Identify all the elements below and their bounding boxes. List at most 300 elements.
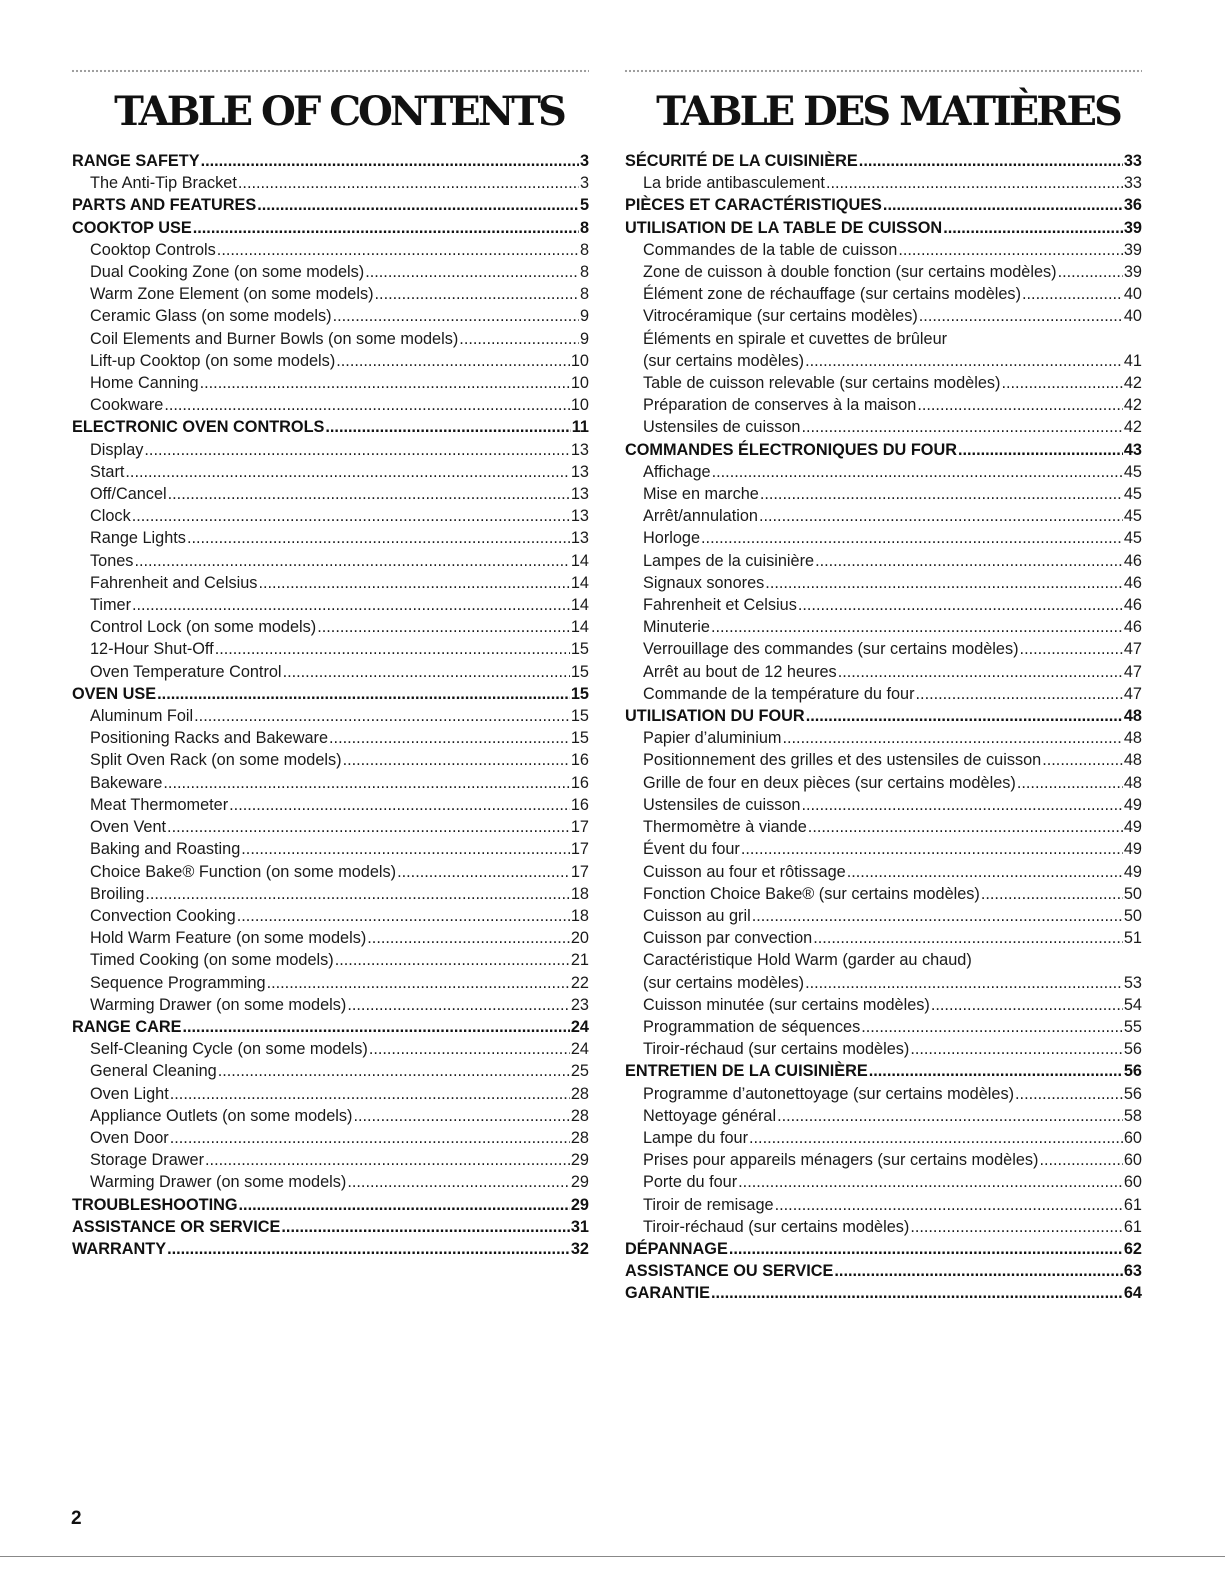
toc-heading-french: TABLE DES MATIÈRES [656, 88, 1120, 135]
toc-entry-page-number: 28 [570, 1106, 589, 1125]
toc-entry-title: Cooktop Controls [90, 240, 216, 259]
toc-entry-page-number: 3 [579, 174, 589, 193]
dot-leader [943, 217, 1123, 239]
toc-subsection-entry [624, 372, 1142, 394]
toc-subsection-entry [624, 816, 1142, 838]
toc-entry-page-number: 49 [1123, 818, 1142, 837]
toc-section-entry [71, 150, 589, 172]
toc-entry-page-number: 48 [1123, 729, 1142, 748]
toc-entry-title: ENTRETIEN DE LA CUISINIÈRE [625, 1062, 868, 1081]
dot-leader [910, 1038, 1123, 1060]
dot-leader [217, 239, 579, 261]
dot-leader [1015, 1083, 1123, 1105]
dot-leader [182, 1016, 569, 1038]
bottom-divider [0, 1556, 1225, 1557]
toc-entry-title: Fahrenheit et Celsius [643, 596, 797, 615]
toc-entry-page-number: 28 [570, 1084, 589, 1103]
dot-leader [931, 994, 1123, 1016]
toc-entry-page-number: 13 [570, 507, 589, 526]
dot-leader [347, 1171, 570, 1193]
toc-entry-title: Grille de four en deux pièces (sur certains modèles) [643, 773, 1016, 792]
toc-entry-title: Tiroir de remisage [643, 1195, 774, 1214]
toc-section-entry [624, 705, 1142, 727]
toc-entry-page-number: 61 [1123, 1195, 1142, 1214]
toc-subsection-entry [624, 1083, 1142, 1105]
toc-subsection-entry [624, 1127, 1142, 1149]
toc-subsection-entry [71, 328, 589, 350]
toc-section-entry [624, 194, 1142, 216]
toc-section-entry [71, 194, 589, 216]
dot-leader [187, 527, 570, 549]
toc-entry-title: Clock [90, 507, 131, 526]
toc-entry-page-number: 55 [1123, 1017, 1142, 1036]
dot-leader [343, 749, 570, 771]
toc-entry-page-number: 17 [570, 840, 589, 859]
toc-entry-page-number: 24 [570, 1017, 589, 1036]
toc-subsection-entry [71, 661, 589, 683]
dot-leader [919, 305, 1123, 327]
toc-entry-title: Tiroir-réchaud (sur certains modèles) [643, 1040, 910, 1059]
toc-section-entry [71, 1216, 589, 1238]
toc-subsection-entry [624, 861, 1142, 883]
dot-leader [134, 550, 569, 572]
toc-entry-page-number: 39 [1123, 218, 1142, 237]
toc-entry-page-number: 5 [579, 196, 589, 215]
dot-leader [336, 350, 570, 372]
toc-subsection-entry [71, 527, 589, 549]
toc-entry-page-number: 60 [1123, 1173, 1142, 1192]
toc-entry-title: Signaux sonores [643, 573, 765, 592]
toc-entry-title: Ceramic Glass (on some models) [90, 307, 332, 326]
toc-entry-page-number: 53 [1123, 973, 1142, 992]
dot-leader [201, 150, 579, 172]
toc-subsection-entry [624, 1105, 1142, 1127]
toc-entry-title: Mise en marche [643, 485, 759, 504]
toc-entry-title: Arrêt/annulation [643, 507, 758, 526]
toc-entry-title: Oven Temperature Control [90, 662, 282, 681]
toc-subsection-entry [624, 305, 1142, 327]
toc-entry-title: Positionnement des grilles et des ustensiles de cuisson [643, 751, 1042, 770]
dot-leader [194, 705, 570, 727]
toc-entry-title: Nettoyage général [643, 1106, 777, 1125]
toc-entry-title: Caractéristique Hold Warm (garder au chaud) [643, 951, 972, 970]
toc-subsection-entry [624, 972, 1142, 994]
toc-entry-page-number: 47 [1123, 684, 1142, 703]
toc-entry-page-number: 16 [570, 751, 589, 770]
dot-leader [239, 1194, 570, 1216]
dot-leader [347, 994, 570, 1016]
toc-entry-page-number: 8 [579, 285, 589, 304]
toc-subsection-entry [624, 638, 1142, 660]
toc-entry-title: Thermomètre à viande [643, 818, 807, 837]
dot-leader [365, 261, 579, 283]
toc-entry-title: Coil Elements and Burner Bowls (on some models) [90, 329, 459, 348]
toc-subsection-entry [71, 749, 589, 771]
dot-leader [1058, 261, 1123, 283]
toc-subsection-entry [624, 483, 1142, 505]
toc-subsection-entry [624, 1194, 1142, 1216]
dot-leader [257, 194, 579, 216]
toc-entry-page-number: 46 [1123, 573, 1142, 592]
dot-leader [1017, 772, 1123, 794]
dot-leader [283, 661, 570, 683]
toc-entry-page-number: 28 [570, 1128, 589, 1147]
toc-subsection-entry [624, 172, 1142, 194]
dot-leader [167, 816, 570, 838]
toc-entry-page-number: 9 [579, 329, 589, 348]
toc-subsection-entry [624, 572, 1142, 594]
toc-subsection-entry [624, 927, 1142, 949]
toc-entry-title: Minuterie [643, 618, 710, 637]
toc-entry-page-number: 13 [570, 485, 589, 504]
toc-entry-title: Cuisson au four et rôtissage [643, 862, 846, 881]
toc-entry-title: Timed Cooking (on some models) [90, 951, 334, 970]
toc-subsection-entry [624, 661, 1142, 683]
toc-subsection-entry [624, 727, 1142, 749]
toc-entry-title: UTILISATION DU FOUR [625, 707, 805, 726]
toc-entry-title: Meat Thermometer [90, 795, 229, 814]
dot-leader [459, 328, 579, 350]
dot-leader [741, 838, 1123, 860]
dot-leader [805, 972, 1123, 994]
toc-subsection-entry [624, 394, 1142, 416]
toc-subsection-entry [71, 1149, 589, 1171]
dot-leader [369, 1038, 570, 1060]
toc-entry-page-number: 14 [570, 573, 589, 592]
toc-entry-title: Horloge [643, 529, 701, 548]
toc-list-french [624, 150, 1142, 1305]
toc-subsection-entry [624, 683, 1142, 705]
toc-entry-page-number: 11 [571, 418, 589, 437]
toc-section-entry [624, 439, 1142, 461]
toc-entry-page-number: 48 [1123, 751, 1142, 770]
toc-subsection-entry [71, 1105, 589, 1127]
toc-entry-page-number: 45 [1123, 485, 1142, 504]
toc-entry-title: Range Lights [90, 529, 186, 548]
toc-entry-title: Tones [90, 551, 134, 570]
dot-leader [353, 1105, 569, 1127]
toc-entry-page-number: 13 [570, 529, 589, 548]
toc-entry-title: COOKTOP USE [72, 218, 192, 237]
toc-entry-title: Split Oven Rack (on some models) [90, 751, 342, 770]
toc-entry-page-number: 29 [570, 1173, 589, 1192]
toc-subsection-entry [624, 283, 1142, 305]
toc-entry-page-number: 29 [570, 1151, 589, 1170]
toc-subsection-entry [624, 594, 1142, 616]
toc-section-entry [71, 683, 589, 705]
toc-entry-title: PIÈCES ET CARACTÉRISTIQUES [625, 196, 882, 215]
toc-entry-title: Warming Drawer (on some models) [90, 1173, 347, 1192]
dot-leader [859, 150, 1123, 172]
toc-subsection-entry [71, 727, 589, 749]
toc-entry-title: Baking and Roasting [90, 840, 241, 859]
dot-leader [238, 172, 579, 194]
dot-leader [145, 883, 570, 905]
toc-entry-page-number: 22 [570, 973, 589, 992]
toc-subsection-entry [71, 972, 589, 994]
toc-entry-title: ASSISTANCE OU SERVICE [625, 1262, 834, 1281]
dot-leader [958, 439, 1123, 461]
dot-leader [826, 172, 1123, 194]
toc-entry-title: Vitrocéramique (sur certains modèles) [643, 307, 918, 326]
toc-entry-page-number: 40 [1123, 285, 1142, 304]
dot-leader [218, 1060, 570, 1082]
dot-leader [775, 1194, 1123, 1216]
toc-entry-title: (sur certains modèles) [643, 973, 805, 992]
toc-entry-page-number: 17 [570, 862, 589, 881]
toc-subsection-entry [624, 905, 1142, 927]
toc-entry-title: Évent du four [643, 840, 740, 859]
dot-leader [910, 1216, 1123, 1238]
toc-entry-title: Papier d’aluminium [643, 729, 782, 748]
dot-leader [281, 1216, 569, 1238]
toc-entry-page-number: 49 [1123, 840, 1142, 859]
toc-entry-page-number: 56 [1123, 1084, 1142, 1103]
toc-subsection-entry [71, 794, 589, 816]
toc-subsection-entry [624, 838, 1142, 860]
toc-subsection-entry [71, 705, 589, 727]
toc-entry-title: Éléments en spirale et cuvettes de brûleur [643, 329, 948, 348]
toc-entry-page-number: 8 [579, 240, 589, 259]
toc-subsection-entry [71, 572, 589, 594]
toc-entry-title: Oven Light [90, 1084, 169, 1103]
toc-entry-page-number: 46 [1123, 618, 1142, 637]
toc-entry-title: Oven Door [90, 1128, 169, 1147]
toc-subsection-entry [71, 1127, 589, 1149]
toc-subsection-entry [71, 1171, 589, 1193]
toc-subsection-entry [71, 616, 589, 638]
toc-section-entry [71, 1016, 589, 1038]
toc-entry-page-number: 15 [570, 684, 589, 703]
toc-entry-page-number: 64 [1123, 1284, 1142, 1303]
dot-leader [170, 1083, 570, 1105]
toc-entry-page-number: 29 [570, 1195, 589, 1214]
dot-leader [1022, 283, 1123, 305]
toc-section-entry [624, 150, 1142, 172]
toc-list-english [71, 150, 589, 1260]
toc-entry-page-number: 56 [1123, 1040, 1142, 1059]
toc-entry-page-number: 61 [1123, 1217, 1142, 1236]
dot-leader [200, 372, 570, 394]
dot-leader [167, 1238, 570, 1260]
toc-entry-title: Fonction Choice Bake® (sur certains modèles) [643, 884, 980, 903]
toc-subsection-entry [71, 394, 589, 416]
toc-entry-page-number: 21 [570, 951, 589, 970]
toc-entry-page-number: 18 [570, 884, 589, 903]
toc-entry-title: COMMANDES ÉLECTRONIQUES DU FOUR [625, 440, 957, 459]
toc-entry-page-number: 60 [1123, 1151, 1142, 1170]
dot-leader [215, 638, 570, 660]
toc-entry-page-number: 14 [570, 596, 589, 615]
toc-entry-page-number: 9 [579, 307, 589, 326]
dot-leader [760, 483, 1123, 505]
page-number: 2 [71, 1508, 82, 1529]
dot-leader [782, 727, 1122, 749]
toc-entry-page-number: 13 [570, 440, 589, 459]
toc-entry-page-number: 62 [1123, 1239, 1142, 1258]
toc-entry-title: Hold Warm Feature (on some models) [90, 929, 367, 948]
dot-leader [1001, 372, 1122, 394]
toc-french-column [624, 68, 1142, 1305]
toc-subsection-entry [624, 550, 1142, 572]
toc-entry-page-number: 24 [570, 1040, 589, 1059]
toc-entry-title: Bakeware [90, 773, 163, 792]
toc-entry-title: UTILISATION DE LA TABLE DE CUISSON [625, 218, 943, 237]
toc-entry-page-number: 25 [570, 1062, 589, 1081]
dot-leader [749, 1127, 1123, 1149]
toc-entry-title: Programmation de séquences [643, 1017, 861, 1036]
toc-entry-title: 12-Hour Shut-Off [90, 640, 214, 659]
toc-entry-page-number: 48 [1123, 773, 1142, 792]
dot-leader [317, 616, 570, 638]
toc-entry-page-number: 13 [570, 462, 589, 481]
dot-leader [981, 883, 1123, 905]
toc-entry-page-number: 51 [1123, 929, 1142, 948]
toc-subsection-entry [624, 749, 1142, 771]
toc-entry-page-number: 15 [570, 640, 589, 659]
toc-entry-page-number: 3 [579, 152, 589, 170]
toc-subsection-entry [71, 1038, 589, 1060]
dot-leader [847, 861, 1123, 883]
toc-entry-title: Ustensiles de cuisson [643, 795, 801, 814]
dot-leader [798, 594, 1123, 616]
toc-subsection-entry [71, 594, 589, 616]
toc-section-entry [71, 217, 589, 239]
toc-entry-page-number: 36 [1123, 196, 1142, 215]
toc-entry-page-number: 10 [570, 351, 589, 370]
toc-entry-title: OVEN USE [72, 684, 157, 703]
toc-heading-english: TABLE OF CONTENTS [114, 88, 564, 135]
dot-leader [237, 905, 570, 927]
toc-section-entry [624, 1238, 1142, 1260]
toc-entry-page-number: 39 [1123, 263, 1142, 282]
toc-entry-title: Commande de la température du four [643, 684, 915, 703]
toc-subsection-entry [71, 483, 589, 505]
dot-leader [752, 905, 1123, 927]
toc-subsection-entry [71, 1083, 589, 1105]
dot-leader [813, 927, 1123, 949]
dotted-rule [71, 68, 589, 74]
toc-entry-page-number: 45 [1123, 507, 1142, 526]
toc-entry-page-number: 63 [1123, 1262, 1142, 1281]
toc-subsection-entry [71, 505, 589, 527]
toc-section-entry [71, 416, 589, 438]
toc-subsection-entry [624, 461, 1142, 483]
dot-leader [759, 505, 1123, 527]
dot-leader [815, 550, 1123, 572]
toc-subsection-entry [71, 350, 589, 372]
toc-entry-title: Table de cuisson relevable (sur certains modèles) [643, 374, 1001, 393]
toc-entry-title: RANGE SAFETY [72, 152, 200, 170]
dot-leader [701, 527, 1123, 549]
toc-entry-page-number: 10 [570, 396, 589, 415]
toc-entry-page-number: 39 [1123, 240, 1142, 259]
toc-entry-page-number: 40 [1123, 307, 1142, 326]
toc-subsection-entry [71, 816, 589, 838]
toc-entry-title: RANGE CARE [72, 1017, 182, 1036]
toc-entry-title: Lift-up Cooktop (on some models) [90, 351, 336, 370]
toc-entry-title: Off/Cancel [90, 485, 167, 504]
toc-subsection-entry [71, 461, 589, 483]
dot-leader [241, 838, 570, 860]
toc-entry-title: WARRANTY [72, 1239, 167, 1258]
toc-subsection-entry [71, 772, 589, 794]
toc-entry-page-number: 45 [1123, 529, 1142, 548]
toc-entry-title: Prises pour appareils ménagers (sur certains modèles) [643, 1151, 1039, 1170]
toc-entry-title: Porte du four [643, 1173, 738, 1192]
toc-entry-title: La bride antibasculement [643, 174, 825, 193]
toc-entry-page-number: 33 [1123, 152, 1142, 170]
toc-entry-title: Lampes de la cuisinière [643, 551, 815, 570]
dot-leader [777, 1105, 1123, 1127]
dot-leader [917, 394, 1123, 416]
toc-subsection-entry [71, 949, 589, 971]
toc-entry-title: Home Canning [90, 374, 199, 393]
toc-entry-title: PARTS AND FEATURES [72, 196, 257, 215]
dot-leader [168, 483, 570, 505]
dot-leader [834, 1260, 1122, 1282]
dot-leader [869, 1060, 1123, 1082]
toc-entry-page-number: 49 [1123, 862, 1142, 881]
toc-entry-title: Programme d’autonettoyage (sur certains modèles) [643, 1084, 1015, 1103]
toc-subsection-entry [624, 350, 1142, 372]
toc-subsection-entry [71, 883, 589, 905]
dotted-rule [624, 68, 1142, 74]
dot-leader [144, 439, 569, 461]
toc-subsection-entry [71, 261, 589, 283]
dot-leader [729, 1238, 1123, 1260]
toc-subsection-entry [71, 838, 589, 860]
toc-subsection-entry [71, 861, 589, 883]
dot-leader [838, 661, 1123, 683]
toc-entry-title: Convection Cooking [90, 906, 236, 925]
toc-entry-page-number: 54 [1123, 995, 1142, 1014]
toc-entry-title: Control Lock (on some models) [90, 618, 317, 637]
dot-leader [808, 816, 1123, 838]
toc-entry-title: Tiroir-réchaud (sur certains modèles) [643, 1217, 910, 1236]
dot-leader [375, 283, 579, 305]
toc-subsection-entry [624, 239, 1142, 261]
toc-entry-page-number: 42 [1123, 396, 1142, 415]
toc-entry-title: General Cleaning [90, 1062, 217, 1081]
dot-leader [205, 1149, 570, 1171]
toc-entry-page-number: 8 [579, 263, 589, 282]
toc-entry-title: Cuisson minutée (sur certains modèles) [643, 995, 930, 1014]
toc-entry-page-number: 33 [1123, 174, 1142, 193]
toc-entry-page-number: 15 [570, 662, 589, 681]
toc-entry-title: Broiling [90, 884, 145, 903]
toc-entry-title: Positioning Racks and Bakeware [90, 729, 329, 748]
toc-section-entry [71, 1238, 589, 1260]
toc-subsection-entry [71, 283, 589, 305]
dot-leader [267, 972, 570, 994]
toc-entry-page-number: 47 [1123, 640, 1142, 659]
toc-entry-page-number: 48 [1123, 707, 1142, 726]
toc-entry-page-number: 58 [1123, 1106, 1142, 1125]
dot-leader [132, 594, 570, 616]
toc-entry-title: Dual Cooking Zone (on some models) [90, 263, 365, 282]
toc-entry-page-number: 10 [570, 374, 589, 393]
toc-subsection-entry [624, 1216, 1142, 1238]
toc-entry-title: Lampe du four [643, 1128, 748, 1147]
toc-subsection-entry [624, 616, 1142, 638]
toc-subsection-entry [624, 1171, 1142, 1193]
dot-leader [193, 217, 579, 239]
toc-entry-title: The Anti-Tip Bracket [90, 174, 237, 193]
dot-leader [333, 305, 579, 327]
toc-entry-page-number: 41 [1123, 351, 1142, 370]
toc-subsection-entry [71, 638, 589, 660]
